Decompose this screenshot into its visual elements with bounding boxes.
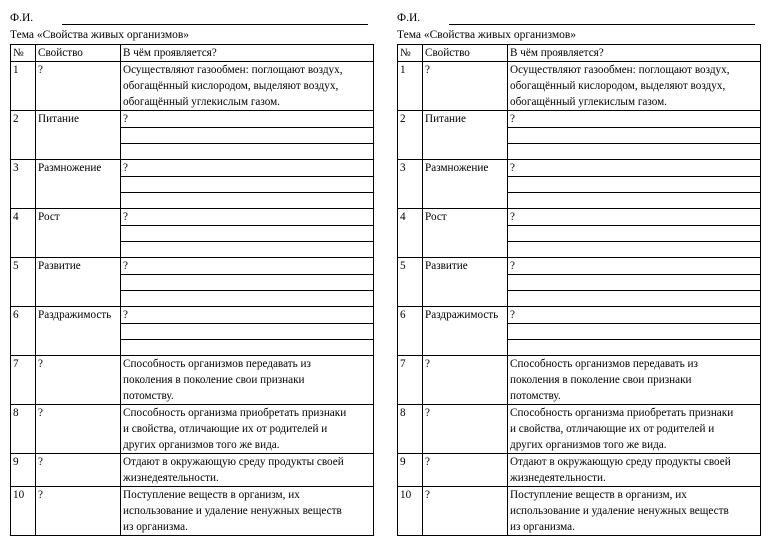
table-row [398,111,761,128]
row-property: Питание [36,111,121,160]
row-number: 6 [11,307,36,356]
table-row [398,307,761,324]
manifestation-line: обогащённый углекислым газом. [510,96,667,108]
row-property: ? [36,405,121,454]
worksheet-right [397,10,761,536]
table-row [11,487,374,536]
answer-blank-line[interactable] [121,324,374,340]
manifestation-line: обогащённый кислородом, выделяют воздух, [123,80,339,92]
row-property: Развитие [423,258,508,307]
table-row [11,209,374,226]
row-property: ? [423,487,508,536]
manifestation-line: Способность организма приобретать признаки [510,407,734,419]
manifestation-line: Способность организмов передавать из [510,358,698,370]
row-manifestation: ? [121,307,374,324]
row-manifestation [508,405,761,454]
fio-blank-line[interactable] [62,24,368,25]
row-manifestation [508,487,761,536]
manifestation-line: Способность организма приобретать признаки [123,407,347,419]
row-property: Раздражимость [423,307,508,356]
row-manifestation [121,356,374,405]
table-row [398,487,761,536]
row-property: ? [423,405,508,454]
row-number: 7 [11,356,36,405]
answer-blank-line[interactable] [508,128,761,144]
row-manifestation: ? [121,111,374,128]
row-manifestation: ? [508,258,761,275]
worksheet-left [10,10,374,536]
manifestation-line: поколения в поколение свои признаки [510,374,692,386]
table-row [398,258,761,275]
row-number: 10 [398,487,423,536]
answer-blank-line[interactable] [121,193,374,209]
manifestation-line: потомству. [123,390,174,402]
table-row [398,209,761,226]
answer-blank-line[interactable] [121,340,374,356]
row-manifestation [121,405,374,454]
row-manifestation [121,487,374,536]
row-number: 2 [11,111,36,160]
header-manifestation: В чём проявляется? [508,45,761,62]
table-row [11,307,374,324]
answer-blank-line[interactable] [121,275,374,291]
row-property: ? [36,454,121,487]
row-property: Размножение [36,160,121,209]
row-number: 3 [398,160,423,209]
row-number: 5 [11,258,36,307]
row-manifestation: ? [121,209,374,226]
table-row [11,111,374,128]
answer-blank-line[interactable] [508,242,761,258]
fio-label: Ф.И. [10,12,34,24]
manifestation-line: потомству. [510,390,561,402]
row-property: ? [36,487,121,536]
row-property: ? [423,454,508,487]
table-row [11,160,374,177]
manifestation-line: обогащённый углекислым газом. [123,96,280,108]
row-manifestation: ? [508,209,761,226]
table-row [11,258,374,275]
table-row [398,62,761,111]
row-property: Размножение [423,160,508,209]
answer-blank-line[interactable] [121,128,374,144]
manifestation-line: обогащённый кислородом, выделяют воздух, [510,80,726,92]
answer-blank-line[interactable] [121,144,374,160]
table-row [11,356,374,405]
table-row [11,454,374,487]
manifestation-line: других организмов того же вида. [510,439,667,451]
row-property: Питание [423,111,508,160]
manifestation-line: Поступление веществ в организм, их [510,489,687,501]
row-manifestation [508,356,761,405]
manifestation-line: Отдают в окружающую среду продукты своей [123,456,344,468]
row-manifestation [121,454,374,487]
row-number: 4 [398,209,423,258]
row-property: ? [36,62,121,111]
row-number: 5 [398,258,423,307]
manifestation-line: Осуществляют газообмен: поглощают воздух, [123,64,343,76]
row-property: Раздражимость [36,307,121,356]
answer-blank-line[interactable] [508,177,761,193]
table-header-row [11,45,374,62]
table-row [11,405,374,454]
manifestation-line: использование и удаление ненужных веществ [510,505,729,517]
answer-blank-line[interactable] [508,193,761,209]
answer-blank-line[interactable] [508,144,761,160]
row-number: 8 [11,405,36,454]
properties-table [10,44,374,536]
header-manifestation: В чём проявляется? [121,45,374,62]
answer-blank-line[interactable] [508,226,761,242]
row-number: 7 [398,356,423,405]
manifestation-line: и свойства, отличающие их от родителей и [123,423,328,435]
manifestation-line: Осуществляют газообмен: поглощают воздух, [510,64,730,76]
manifestation-line: жизнедеятельности. [510,472,606,484]
answer-blank-line[interactable] [508,275,761,291]
manifestation-line: Отдают в окружающую среду продукты своей [510,456,731,468]
answer-blank-line[interactable] [121,242,374,258]
answer-blank-line[interactable] [121,291,374,307]
row-number: 6 [398,307,423,356]
row-manifestation [121,62,374,111]
answer-blank-line[interactable] [508,324,761,340]
row-manifestation: ? [508,307,761,324]
header-property: Свойство [36,45,121,62]
fio-label: Ф.И. [397,12,421,24]
table-row [398,356,761,405]
manifestation-line: из организма. [510,521,575,533]
row-property: Рост [36,209,121,258]
row-manifestation: ? [121,160,374,177]
row-number: 10 [11,487,36,536]
row-manifestation [508,62,761,111]
answer-blank-line[interactable] [508,291,761,307]
table-row [11,62,374,111]
row-number: 9 [11,454,36,487]
row-property: ? [36,356,121,405]
manifestation-line: Способность организмов передавать из [123,358,311,370]
topic-title: Тема «Свойства живых организмов» [10,29,190,41]
row-number: 1 [398,62,423,111]
table-row [398,405,761,454]
properties-table [397,44,761,536]
fio-blank-line[interactable] [449,24,755,25]
manifestation-line: жизнедеятельности. [123,472,219,484]
row-number: 2 [398,111,423,160]
header-property: Свойство [423,45,508,62]
topic-title: Тема «Свойства живых организмов» [397,29,577,41]
manifestation-line: и свойства, отличающие их от родителей и [510,423,715,435]
header-num: № [11,45,36,62]
table-header-row [398,45,761,62]
row-property: Рост [423,209,508,258]
manifestation-line: Поступление веществ в организм, их [123,489,300,501]
row-manifestation [508,454,761,487]
row-number: 9 [398,454,423,487]
manifestation-line: поколения в поколение свои признаки [123,374,305,386]
answer-blank-line[interactable] [121,226,374,242]
answer-blank-line[interactable] [508,340,761,356]
manifestation-line: из организма. [123,521,188,533]
row-property: Развитие [36,258,121,307]
row-manifestation: ? [508,160,761,177]
row-manifestation: ? [508,111,761,128]
row-number: 4 [11,209,36,258]
manifestation-line: использование и удаление ненужных веществ [123,505,342,517]
row-number: 8 [398,405,423,454]
table-row [398,454,761,487]
row-manifestation: ? [121,258,374,275]
row-property: ? [423,356,508,405]
fio-field [10,10,374,27]
fio-field [397,10,761,27]
header-num: № [398,45,423,62]
row-number: 3 [11,160,36,209]
row-property: ? [423,62,508,111]
row-number: 1 [11,62,36,111]
answer-blank-line[interactable] [121,177,374,193]
table-row [398,160,761,177]
manifestation-line: других организмов того же вида. [123,439,280,451]
